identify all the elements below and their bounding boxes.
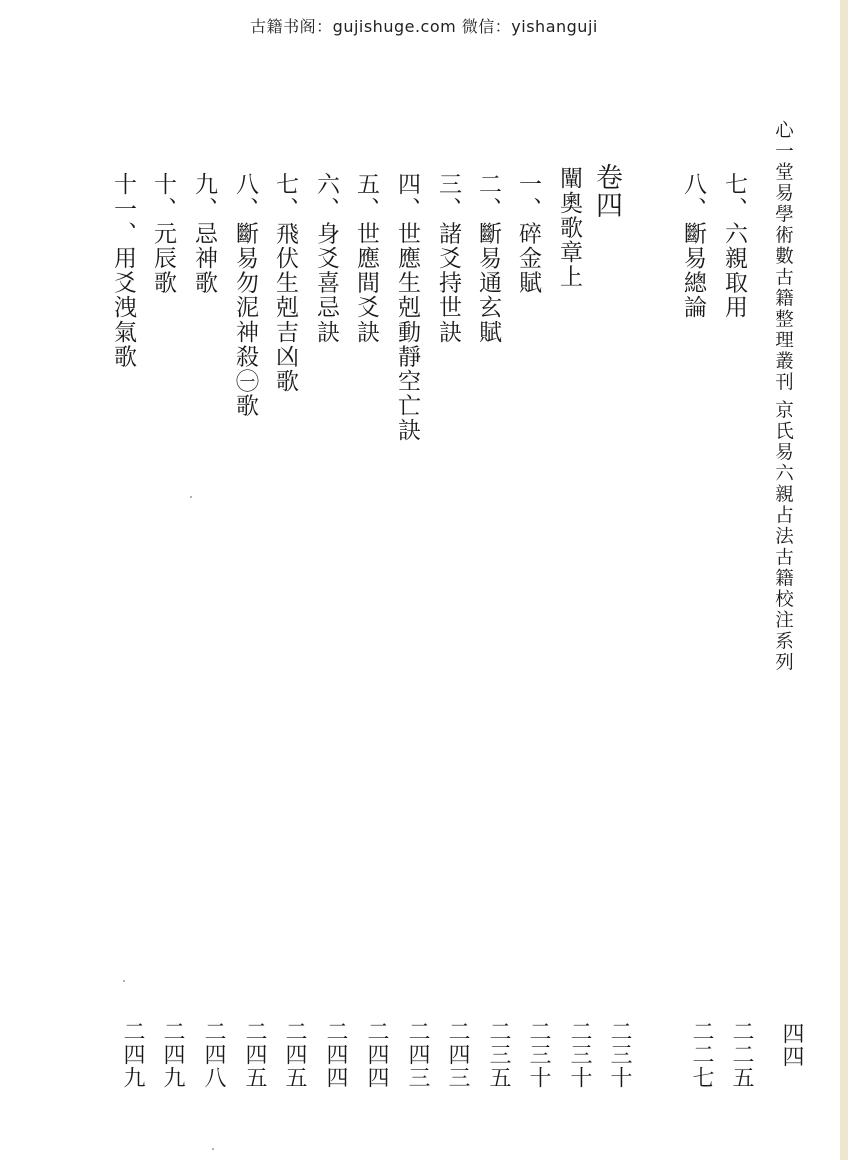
series-title: 心一堂易學術數古籍整理叢刊 (772, 120, 794, 393)
page-number: 二三十 (607, 1020, 632, 1089)
toc-entry-8-duanyi[interactable]: 八、斷易總論 (680, 172, 706, 320)
page-number: 二四五 (282, 1020, 307, 1089)
toc-entry-2[interactable]: 二、斷易通玄賦 (475, 172, 501, 345)
scan-speck (212, 1148, 214, 1150)
toc-entry-1[interactable]: 一、碎金賦 (515, 172, 541, 295)
toc-entry-6[interactable]: 六、身爻喜忌訣 (313, 172, 339, 345)
toc-entry-7[interactable]: 七、飛伏生剋吉凶歌 (272, 172, 298, 394)
toc-entry-5[interactable]: 五、世應間爻訣 (353, 172, 379, 345)
page-number: 二四九 (120, 1020, 145, 1089)
toc-entry-3[interactable]: 三、諸爻持世訣 (435, 172, 461, 345)
page-number: 二四四 (323, 1020, 348, 1089)
toc-entry-4[interactable]: 四、世應生剋動靜空亡訣 (394, 172, 420, 443)
toc-entry-11[interactable]: 十一、用爻洩氣歌 (110, 172, 136, 369)
page-number: 二四八 (201, 1020, 226, 1089)
watermark: 古籍书阁：gujishuge.com 微信：yishanguji (250, 17, 598, 36)
page-number: 二二五 (729, 1020, 754, 1089)
page-number: 二四三 (405, 1020, 430, 1089)
page-number: 二四五 (242, 1020, 267, 1089)
toc-entry-10[interactable]: 十、元辰歌 (150, 172, 176, 295)
page-edge (840, 0, 848, 1160)
page-number: 二三十 (526, 1020, 551, 1089)
page-number: 二四三 (445, 1020, 470, 1089)
toc-entry-9[interactable]: 九、忌神歌 (191, 172, 217, 295)
page-number: 二二七 (689, 1020, 714, 1089)
scan-speck (190, 496, 192, 498)
page-number: 二三五 (486, 1020, 511, 1089)
subseries-title: 京氏易六親占法古籍校注系列 (772, 400, 794, 673)
toc-entry-7-liuqin[interactable]: 七、六親取用 (721, 172, 747, 320)
scan-speck (123, 980, 125, 982)
volume-heading: 卷四 (591, 163, 622, 219)
page-number: 二三十 (567, 1020, 592, 1089)
page-number: 二四九 (160, 1020, 185, 1089)
page-number: 二四四 (364, 1020, 389, 1089)
section-heading: 闡奧歌章上 (556, 166, 582, 289)
folio: 四四 (779, 1022, 804, 1068)
toc-entry-8[interactable]: 八、斷易勿泥神殺㊀歌 (232, 172, 258, 418)
